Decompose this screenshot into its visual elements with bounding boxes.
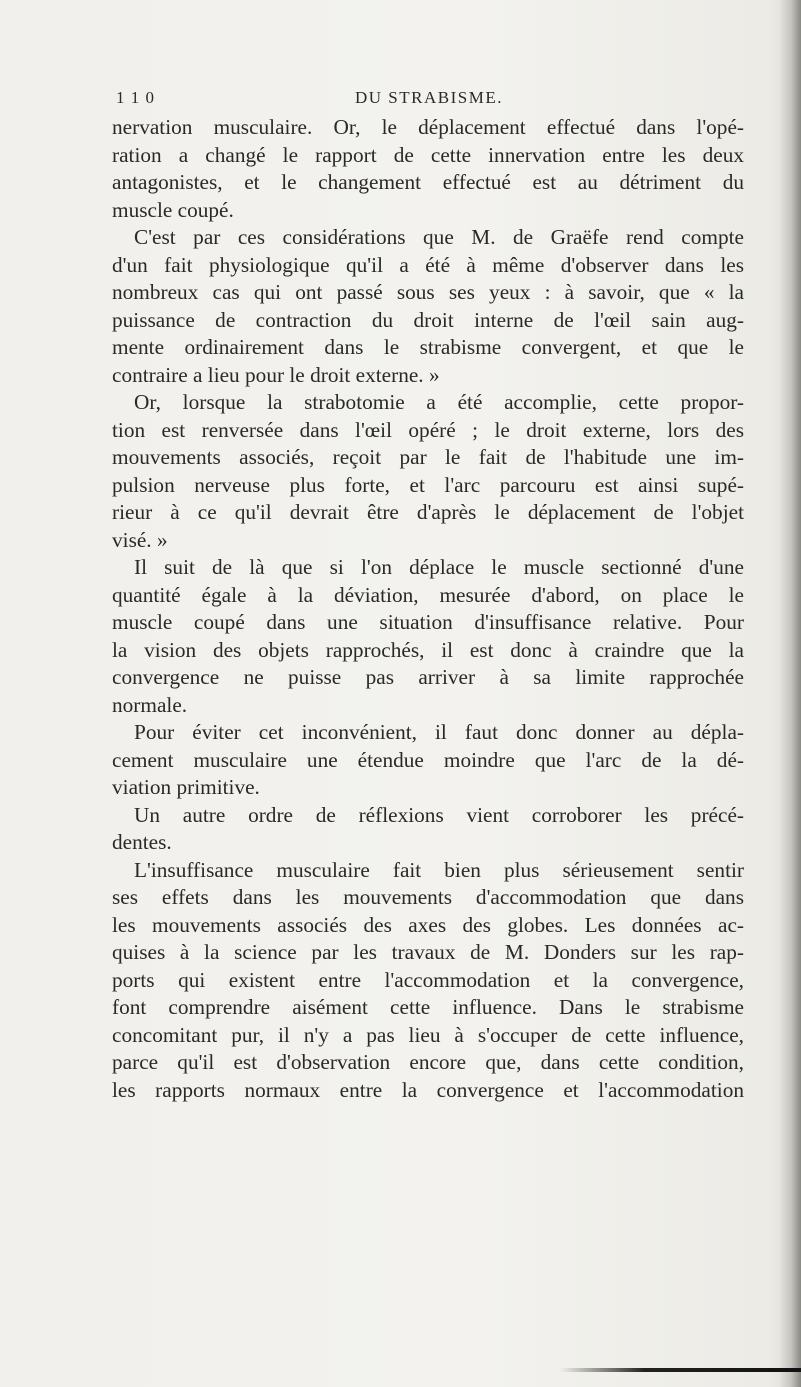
running-head: DU STRABISME. [355,88,503,107]
text-line: font comprendre aisément cette influence. Dans le strabisme [112,995,744,1019]
text-line: visé. » [112,527,168,552]
text-line: nervation musculaire. Or, le déplacement effectué dans l'opé- [112,115,744,139]
text-line: rieur à ce qu'il devrait être d'après le déplacement de l'objet [112,500,744,524]
text-line: les mouvements associés des axes des globes. Les données ac- [112,912,744,937]
text-line: L'insuffisance musculaire fait bien plus sérieusement sentir [134,857,744,882]
text-line: C'est par ces considérations que M. de Graëfe rend compte [134,225,744,249]
text-line: dentes. [112,830,172,854]
text-line: puissance de contraction du droit interne de l'œil sain aug- [112,307,744,332]
text-line: Or, lorsque la strabotomie a été accomplie, cette propor- [134,390,744,414]
text-line: convergence ne puisse pas arriver à sa limite rapprochée [112,665,744,689]
text-line: Il suit de là que si l'on déplace le muscle sectionné d'une [134,555,744,579]
text-line: tion est renversée dans l'œil opéré ; le droit externe, lors des [112,417,744,442]
text-line: ses effets dans les mouvements d'accommodation que dans [112,885,744,909]
text-line: ration a changé le rapport de cette innervation entre les deux [112,142,744,167]
text-line: mouvements associés, reçoit par le fait de l'habitude une im- [112,445,744,469]
text-line: muscle coupé. [112,197,234,222]
page-number: 1 1 0 [116,88,155,107]
text-line: pulsion nerveuse plus forte, et l'arc parcouru est ainsi supé- [112,472,744,497]
text-line: nombreux cas qui ont passé sous ses yeux : à savoir, que « la [112,280,744,304]
text-line: d'un fait physiologique qu'il a été à même d'observer dans les [112,252,744,277]
page-edge-shadow [779,0,801,1387]
text-line: normale. [112,692,188,717]
text-line: muscle coupé dans une situation d'insuffisance relative. Pour [112,610,744,634]
text-line: viation primitive. [112,775,260,799]
text-line: contraire a lieu pour le droit externe. » [112,362,440,387]
text-line: les rapports normaux entre la convergence et l'accommodation [112,1077,744,1102]
text-line: quantité égale à la déviation, mesurée d'abord, on place le [112,582,744,607]
text-line: quises à la science par les travaux de M. Donders sur les rap- [112,940,744,964]
text-line: mente ordinairement dans le strabisme convergent, et que le [112,335,744,359]
text-line: Pour éviter cet inconvénient, il faut donc donner au dépla- [134,720,744,744]
text-line: Un autre ordre de réflexions vient corroborer les précé- [134,802,744,827]
text-line: la vision des objets rapprochés, il est donc à craindre que la [112,637,744,662]
bottom-edge-line [560,1368,801,1372]
text-line: ports qui existent entre l'accommodation et la convergence, [112,967,744,992]
text-line: parce qu'il est d'observation encore que, dans cette condition, [112,1050,744,1074]
page-header [110,86,750,116]
text-line: concomitant pur, il n'y a pas lieu à s'occuper de cette influence, [112,1022,744,1047]
body-text [112,114,744,1104]
text-line: cement musculaire une étendue moindre que l'arc de la dé- [112,747,744,772]
text-line: antagonistes, et le changement effectué est au détriment du [112,170,744,194]
